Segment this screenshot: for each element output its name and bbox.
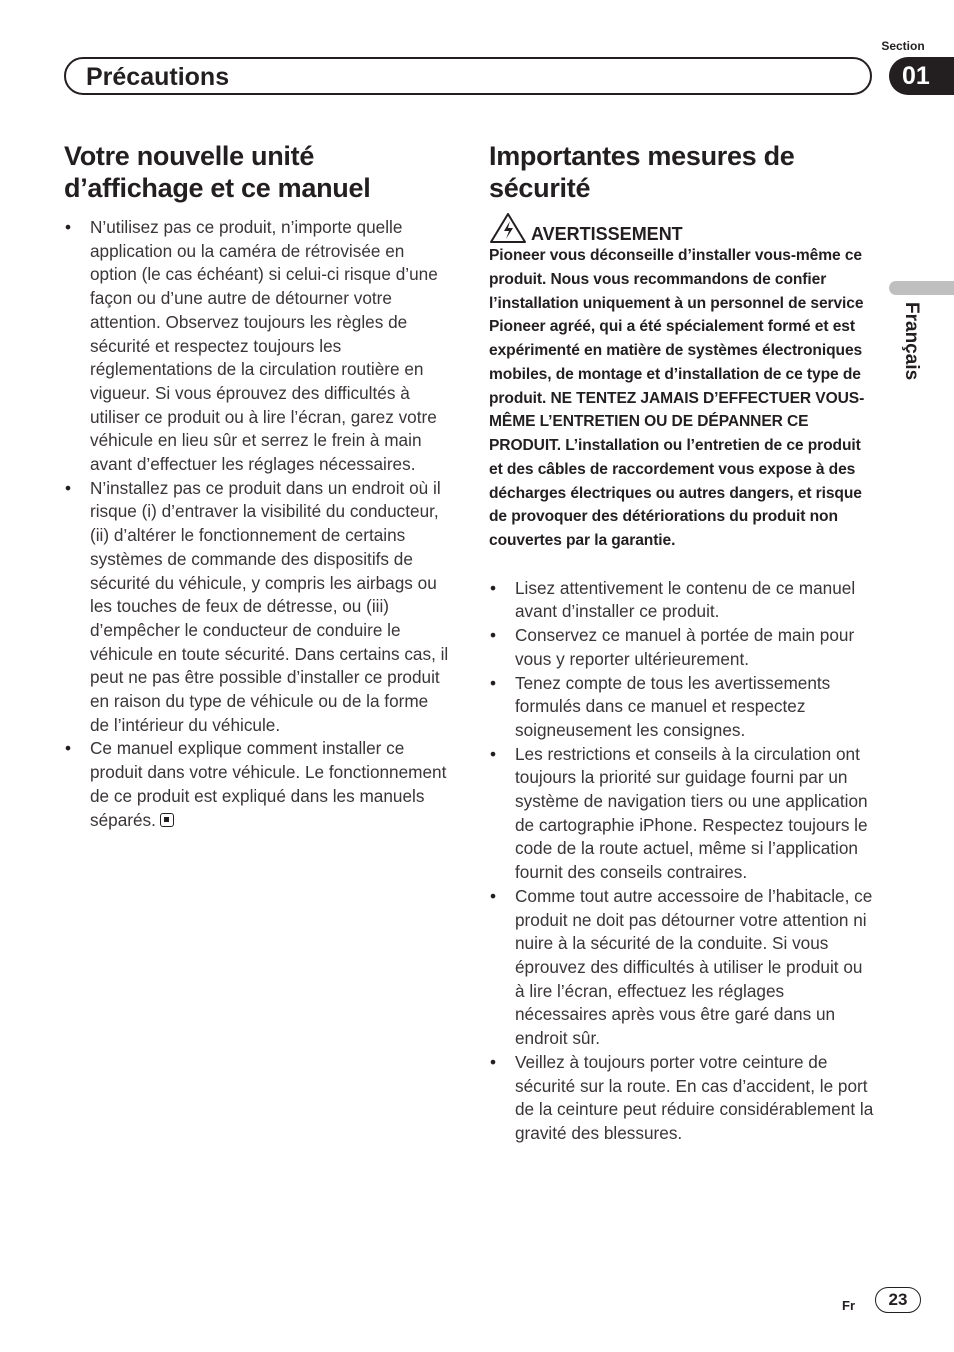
list-item: • Les restrictions et conseils à la circulation ont toujours la priorité sur guidage fourni par un système de navigation tiers ou une application de cartographie iPhone. Respectez toujours le code de la route actuel, même si l’application fournit des conseils contraires. (489, 743, 875, 885)
section-heading-display-unit: Votre nouvelle unité d’affichage et ce manuel (64, 141, 371, 203)
list-item: • Comme tout autre accessoire de l’habitacle, ce produit ne doit pas détourner votre attention ni nuire à la sécurité de la conduite. Si vous éprouvez des difficultés à utiliser le produit ou à lire l’écran, effectuez les réglages nécessaires après vous être garé dans un endroit sûr. (489, 885, 875, 1051)
end-mark-icon (160, 813, 174, 827)
language-label: Français (901, 302, 922, 381)
warning-electric-icon (489, 212, 527, 244)
list-item: • Tenez compte de tous les avertissements formulés dans ce manuel et respectez soigneusement les consignes. (489, 672, 875, 743)
section-number-badge: 01 (889, 57, 954, 95)
list-item-text: Ce manuel explique comment installer ce produit dans votre véhicule. Le fonctionnement de ce produit est expliqué dans les manuels séparés. (90, 738, 447, 830)
page-title: Précautions (86, 63, 230, 91)
warning-title: AVERTISSEMENT (531, 224, 683, 244)
page-number: 23 (875, 1287, 921, 1313)
display-unit-bullet-list (64, 216, 450, 832)
list-item: • N’installez pas ce produit dans un endroit où il risque (i) d’entraver la visibilité du conducteur, (ii) d’altérer le fonctionnement de certains systèmes de commande des dispositifs de sécurité du véhicule, y compris les airbags ou les touches de feux de détresse, ou (iii) d’empêcher le conducteur de conduire le véhicule en toute sécurité. Dans certains cas, il peut ne pas être possible d’installer ce produit en raison du type de véhicule ou de la forme de l’intérieur du véhicule. (64, 477, 450, 738)
list-item (64, 737, 450, 832)
section-heading-safety: Importantes mesures de sécurité (489, 141, 795, 203)
warning-text-details: L’installation ou l’entretien de ce produit et des câbles de raccordement vous expose à des décharges électriques ou autres dangers, et risque de provoquer des détériorations du produit non couvertes par la garantie. (489, 437, 862, 549)
safety-bullet-list (489, 577, 875, 1146)
warning-header (489, 210, 875, 244)
right-column (489, 140, 875, 1146)
list-item: • Veillez à toujours porter votre ceinture de sécurité sur la route. En cas d’accident, le port de la ceinture peut réduire considérablement la gravité des blessures. (489, 1051, 875, 1146)
warning-text (489, 244, 875, 553)
header-bar (64, 57, 872, 95)
footer-language-code: Fr (842, 1298, 855, 1313)
list-item: • Lisez attentivement le contenu de ce manuel avant d’installer ce produit. (489, 577, 875, 624)
left-column (64, 140, 450, 832)
list-item: • N’utilisez pas ce produit, n’importe quelle application ou la caméra de rétrovisée en option (le cas échéant) si celui-ci risque d’une façon ou d’une autre de détourner votre attention. Observez toujours les règles de sécurité et respectez toujours les réglementations de la circulation routière en vigueur. Si vous éprouvez des difficultés à utiliser ce produit ou à lire l’écran, garez votre véhicule en lieu sûr et serrez le frein à main avant d’effectuer les réglages nécessaires. (64, 216, 450, 477)
list-item: • Conservez ce manuel à portée de main pour vous y reporter ultérieurement. (489, 624, 875, 671)
language-tab (889, 281, 954, 295)
section-label: Section (881, 39, 925, 53)
warning-text-intro: Pioneer vous déconseille d’installer vous-même ce produit. Nous vous recommandons de confier l’installation uniquement à un personnel de service Pioneer agréé, qui a été spécialement formé et est expérimenté en matière de systèmes électroniques mobiles, de montage et d’installation de ce type de produit. (489, 247, 864, 407)
warning-text-caps: NE TENTEZ JAMAIS D’EFFECTUER VOUS-MÊME L’ENTRETIEN OU DE DÉPANNER CE PRODUIT. (489, 389, 865, 454)
